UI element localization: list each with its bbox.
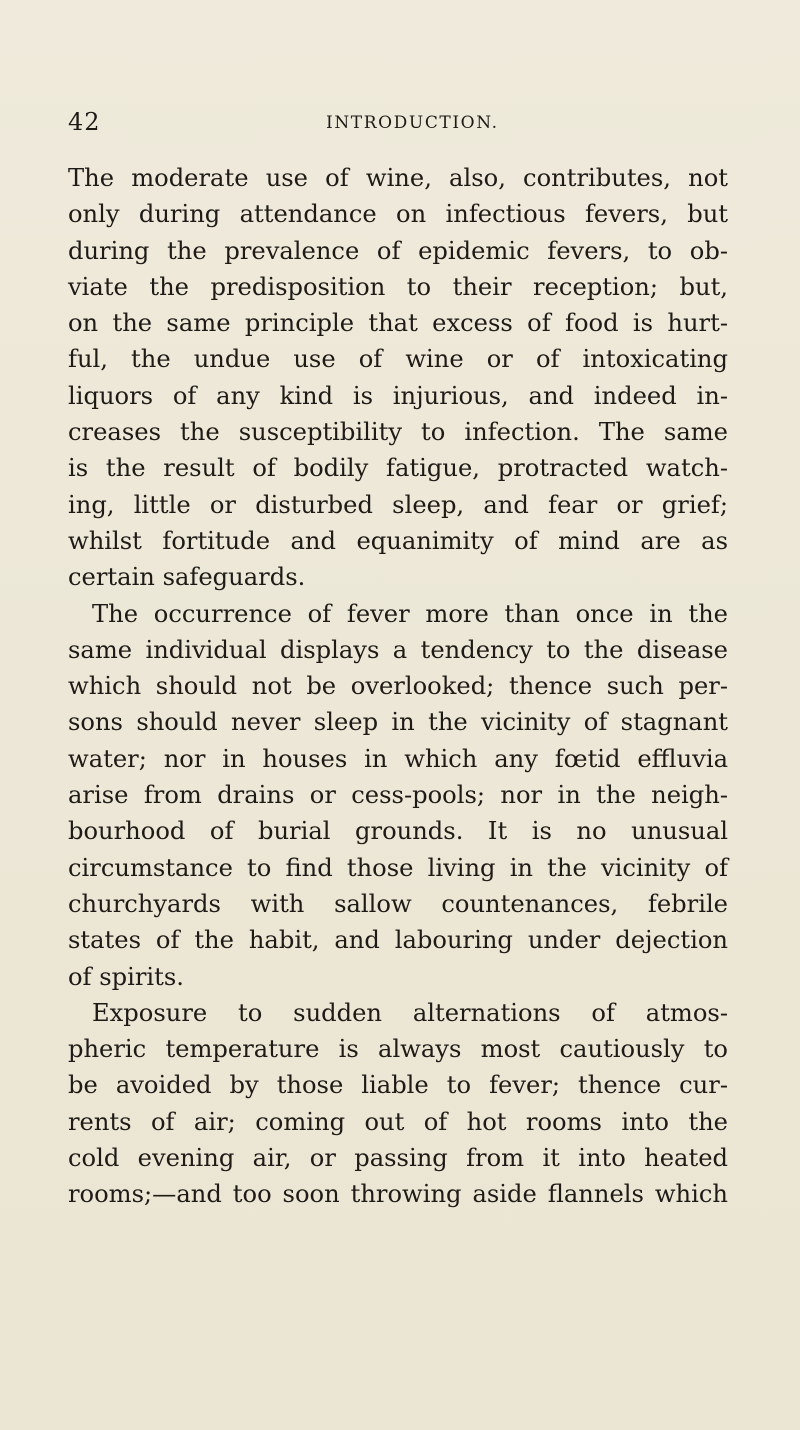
page-header — [0, 108, 800, 148]
text-line: certain safeguards. — [68, 563, 306, 592]
text-line: creases the susceptibility to infection. The same — [68, 418, 728, 447]
text-line: on the same principle that excess of food is hurt- — [68, 309, 728, 338]
text-line: is the result of bodily fatigue, protracted watch- — [68, 454, 728, 483]
text-line: cold evening air, or passing from it into heated — [68, 1144, 728, 1173]
text-line: bourhood of burial grounds. It is no unusual — [68, 817, 728, 846]
text-line: arise from drains or cess-pools; nor in the neigh- — [68, 781, 728, 810]
text-line: liquors of any kind is injurious, and indeed in- — [68, 381, 728, 410]
text-line: rents of air; coming out of hot rooms into the — [68, 1107, 728, 1136]
text-line: water; nor in houses in which any fœtid effluvia — [68, 744, 728, 773]
text-line: only during attendance on infectious fevers, but — [68, 200, 728, 229]
text-line: circumstance to find those living in the vicinity of — [68, 853, 728, 882]
text-line: same individual displays a tendency to the disease — [68, 635, 728, 664]
text-line: whilst fortitude and equanimity of mind are as — [68, 526, 728, 555]
body-text — [68, 160, 728, 1213]
text-line: which should not be overlooked; thence such per- — [68, 672, 728, 701]
text-line: pheric temperature is always most cautiously to — [68, 1035, 728, 1064]
text-line: rooms;—and too soon throwing aside flannels which — [68, 1180, 728, 1209]
text-line: states of the habit, and labouring under dejection — [68, 926, 728, 955]
text-line: during the prevalence of epidemic fevers, to ob- — [68, 236, 728, 265]
text-line: The occurrence of fever more than once in the — [92, 599, 728, 628]
page-number: 42 — [68, 108, 101, 136]
text-line: ing, little or disturbed sleep, and fear or grief; — [68, 490, 728, 519]
text-line: be avoided by those liable to fever; thence cur- — [68, 1071, 728, 1100]
text-line: ful, the undue use of wine or of intoxicating — [68, 345, 728, 374]
text-line: churchyards with sallow countenances, febrile — [68, 889, 728, 918]
text-line: The moderate use of wine, also, contributes, not — [68, 164, 728, 192]
text-line: of spirits. — [68, 962, 184, 991]
text-line: Exposure to sudden alternations of atmos- — [92, 998, 728, 1027]
text-line: sons should never sleep in the vicinity of stagnant — [68, 708, 728, 737]
running-head: INTRODUCTION. — [326, 113, 499, 133]
text-line: viate the predisposition to their reception; but, — [68, 272, 728, 301]
